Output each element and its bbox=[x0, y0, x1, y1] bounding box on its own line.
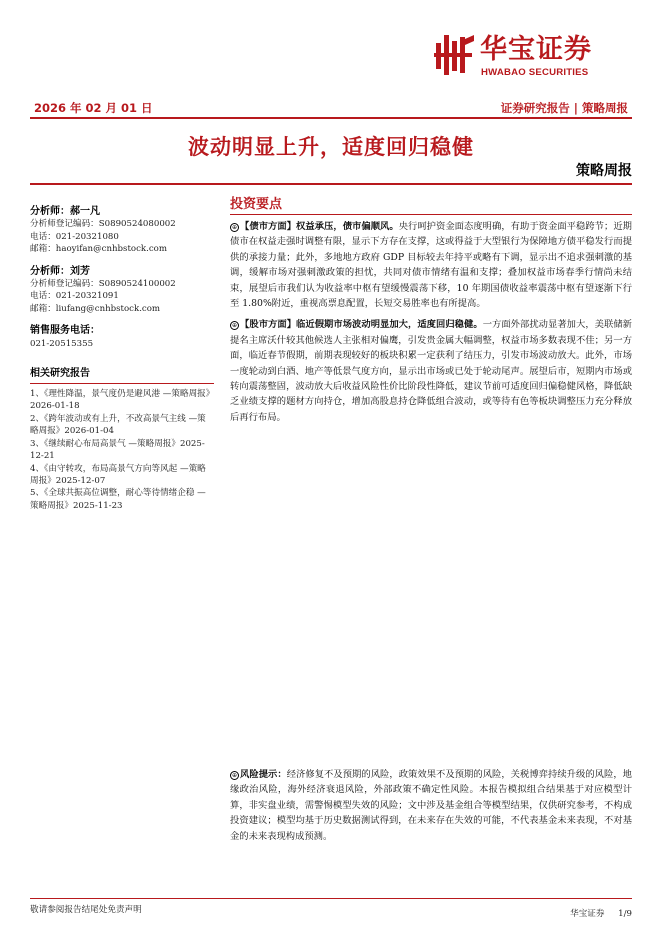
hwabao-logo-icon bbox=[434, 33, 476, 77]
report-title: 波动明显上升，适度回归稳健 bbox=[188, 135, 474, 159]
bond-tag: 【债市方面】 bbox=[240, 221, 297, 232]
phone-number: 021-20321091 bbox=[55, 291, 119, 302]
license-label: 分析师登记编码： bbox=[30, 219, 99, 230]
related-reports-list bbox=[30, 388, 214, 512]
phone-label: 电话： bbox=[30, 291, 56, 302]
related-report-item[interactable]: 3、《继续耐心布局高景气 —策略周报》2025-12-21 bbox=[30, 438, 205, 462]
equity-market-paragraph bbox=[230, 317, 632, 425]
bond-lead: 权益承压，债市偏顺风。 bbox=[296, 221, 399, 232]
sales-block bbox=[30, 325, 214, 350]
analyst-label: 分析师： bbox=[30, 265, 70, 277]
risk-body: 经济修复不及预期的风险，政策效果不及预期的风险，关税博弈持续升级的风险，地缘政治风险，海外经济衰退风险，外部政策不确定性风险。本报告模拟组合结果基于对应模型计算，非实盘业绩，需警惕模型失效的风险；文中涉及基金组合等模型结果，仅供研究参考，不构成投资建议；模型均基于历史数据测试得到，在未来存在失效的可能，不代表基金未来表现，不对基金的未来表现构成预测。 bbox=[230, 769, 632, 842]
analyst-label: 分析师： bbox=[30, 206, 70, 217]
bond-body: 央行呵护资金面态度明确，有助于资金面平稳跨节；近期债市在权益走强时调整有限，显示下方存在支撑，这或得益于大型银行为保障地方债平稳发行而提供的承接力量；此外，多地地方政府 GDP 目标较去年持平或略有下调，显示出不追求强刺激的基调，缓解市场对强刺激政策的担忧，共同对债市情绪有温和支撑；叠加权益市场春季行情尚未结束，展望后市我们认为收益率中枢有望缓慢震荡下移，10 年期国债收益率震荡中枢有望逐渐下行至 1.80%附近，重视高票息配置，长短交易胜率也有所提高。 bbox=[230, 221, 632, 310]
logo-english-name: HWABAO SECURITIES bbox=[481, 67, 589, 78]
bullet-icon: ⊕ bbox=[231, 772, 238, 779]
footer-page-info bbox=[570, 907, 632, 919]
analyst-block bbox=[30, 206, 214, 256]
related-report-item[interactable]: 1、《理性降温，景气度仍是避风港 —策略周报》2026-01-18 bbox=[30, 389, 211, 412]
title-divider bbox=[30, 183, 632, 185]
related-reports-heading: 相关研究报告 bbox=[30, 364, 214, 384]
license-number: S0890524100002 bbox=[98, 279, 176, 290]
footer-company: 华宝证券 bbox=[570, 909, 605, 919]
risk-lead: 风险提示： bbox=[240, 769, 287, 780]
equity-tag: 【股市方面】 bbox=[240, 319, 297, 331]
bond-market-paragraph bbox=[230, 219, 632, 311]
footer-divider bbox=[30, 898, 632, 899]
report-subtitle: 策略周报 bbox=[576, 163, 632, 179]
report-date: 2026 年 02 月 01 日 bbox=[34, 101, 153, 115]
main-content bbox=[230, 193, 632, 425]
phone-number: 021-20321080 bbox=[55, 231, 119, 242]
equity-body: 一方面外部扰动显著加大，美联储新提名主席沃什较其他候选人主张相对偏鹰，引发贵金属大幅调整，权益市场多数表现不佳；另一方面，临近春节假期，前期表现较好的板块积累一定获利了结压力，引发市场波动放大。此外，市场一度轮动到白酒、地产等低景气度方向，显示出市场或已处于轮动尾声。展望后市，短期内市场或转向震荡整固，波动放大后收益风险性价比阶段性降低，建议节前可适度回归偏稳健风格，降低缺乏业绩支撑的题材方向持仓，增加高股息持仓降低组合波动，或等待有色等板块调整压力充分释放后再行布局。 bbox=[230, 319, 632, 423]
analyst-block bbox=[30, 266, 214, 316]
sidebar bbox=[30, 206, 214, 512]
license-label: 分析师登记编码： bbox=[30, 279, 99, 290]
email-link[interactable]: liufang@cnhbstock.com bbox=[55, 303, 161, 314]
equity-lead: 临近假期市场波动明显加大，适度回归稳健。 bbox=[296, 319, 483, 331]
analyst-name: 刘芳 bbox=[70, 265, 90, 277]
sales-label: 销售服务电话： bbox=[30, 325, 100, 337]
license-number: S0890524080002 bbox=[98, 219, 176, 230]
related-report-item[interactable]: 5、《全球共振高位调整，耐心等待情绪企稳 —策略周报》2025-11-23 bbox=[30, 488, 206, 511]
bullet-icon: ⊕ bbox=[231, 224, 238, 231]
phone-label: 电话： bbox=[30, 231, 56, 242]
related-report-item[interactable]: 4、《由守转攻，布局高景气方向等风起 —策略周报》2025-12-07 bbox=[30, 463, 206, 486]
report-type: 证券研究报告 | 策略周报 bbox=[500, 101, 628, 115]
page-number: 1/9 bbox=[618, 909, 632, 919]
report-header-band bbox=[30, 97, 632, 119]
section-title: 投资要点 bbox=[230, 193, 632, 215]
analyst-name: 郝一凡 bbox=[70, 206, 100, 217]
related-report-item[interactable]: 2、《跨年波动或有上升，不改高景气主线 —策略周报》2026-01-04 bbox=[30, 413, 206, 437]
sales-phone: 021-20515355 bbox=[30, 338, 94, 349]
company-logo bbox=[434, 33, 634, 77]
logo-chinese-name: 华宝证券 bbox=[480, 34, 592, 65]
email-label: 邮箱： bbox=[30, 244, 56, 255]
email-link[interactable]: haoyifan@cnhbstock.com bbox=[55, 244, 167, 255]
footer-disclaimer[interactable]: 敬请参阅报告结尾处免责声明 bbox=[30, 905, 142, 915]
bullet-icon: ⊕ bbox=[231, 322, 238, 330]
risk-warning bbox=[230, 767, 632, 844]
email-label: 邮箱： bbox=[30, 303, 56, 314]
